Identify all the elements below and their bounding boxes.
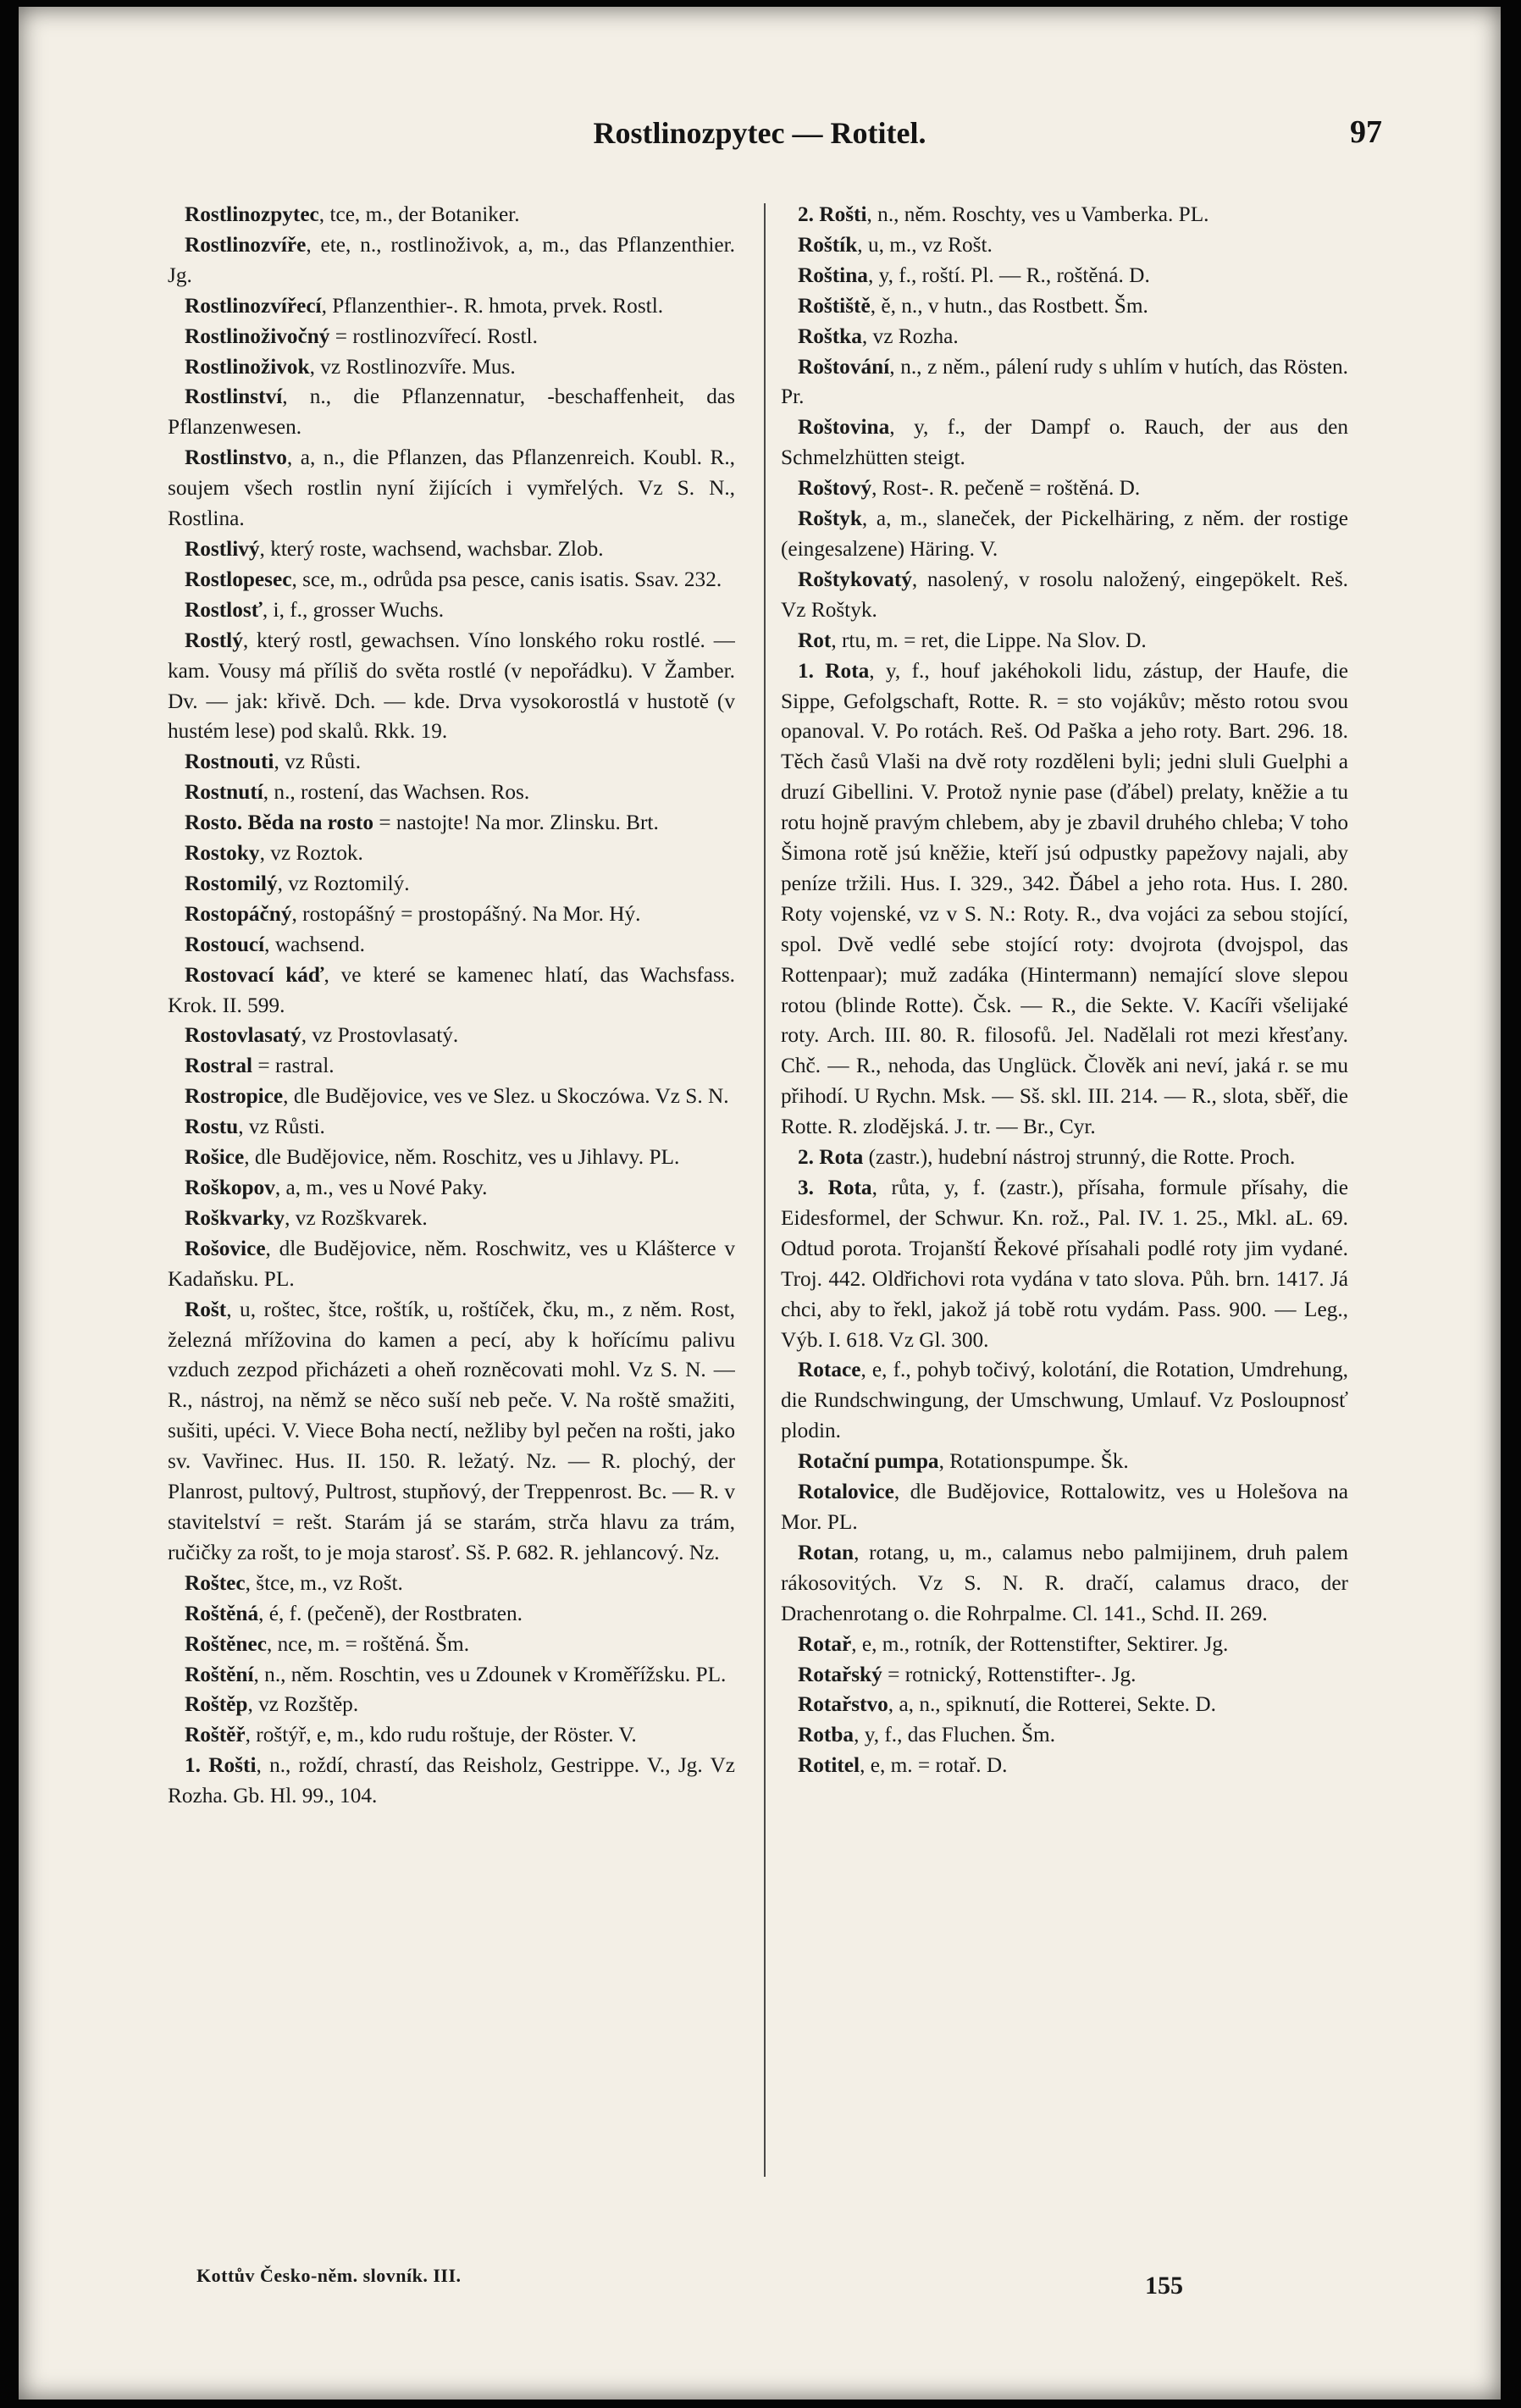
dictionary-entry: Rot, rtu, m. = ret, die Lippe. Na Slov. D.	[798, 628, 1147, 652]
headword: Rostlinozpytec	[185, 202, 319, 226]
dictionary-entry: 1. Rota, y, f., houf jakéhokoli lidu, zástup, der Haufe, die Sippe, Gefolgschaft, Rotte. R. = sto vojákův; město rotou svou opanoval. V. Po rotách. Reš. Od Paška a jeho roty. Bart. 296. 18. Těch časů Vlaši na dvě roty rozděleni byli; jedni sluli Guelphi a druzí Gibellini. V. Protož nynie pase (ďábel) prelaty, kněžie a tu rotu hojně pravým chlebem, aby je zbavil druhého chleba; V toho Šimona rotě jsú kněžie, kteří jsú odpustky papežovy najali, aby peníze tržili. Hus. I. 329., 342. Ďábel a jeho rota. Hus. I. 280. Roty vojenské, vz v S. N.: Roty. R., dva vojáci za sebou stojící, spol. Dvě vedlé sebe stojící roty: dvojrota (dvojspol, das Rottenpaar); muž zadáka (Hintermann) nemající slove slepou rotou (blinde Rotte). Čsk. — R., die Sekte. V. Kacíři všelijaké roty. Arch. III. 80. R. filosofů. Jel. Nadělali rot mezi křesťany. Chč. — R., nehoda, das Unglück. Člověk ani neví, jaká r. se mu přihodí. U Rychn. Msk. — Sš. skl. III. 214. — R., slota, sběř, die Rotte. R. zlodějská. J. tr. — Br., Cyr.	[781, 658, 1348, 1139]
headword: 2. Rošti	[798, 202, 867, 226]
running-head: Rostlinozpytec — Rotitel.	[593, 116, 926, 150]
dictionary-entry: Rotační pumpa, Rotationspumpe. Šk.	[798, 1449, 1129, 1474]
headword: Rostlinoživočný	[185, 324, 335, 348]
dictionary-entry: Rostlinstvo, a, n., die Pflanzen, das Pflanzenreich. Koubl. R., soujem všech rostlin nyní žijících i vymřelých. Vz S. N., Rostlina.	[168, 446, 735, 531]
dictionary-entry: Rostlivý, který roste, wachsend, wachsbar. Zlob.	[185, 536, 604, 561]
dictionary-entry: Rotařstvo, a, n., spiknutí, die Rotterei, Sekte. D.	[798, 1692, 1216, 1717]
headword: Rostlosť	[185, 597, 263, 622]
headword: Rostlinství	[185, 385, 283, 409]
headword: Roškopov	[185, 1176, 275, 1199]
headword: Rošt	[185, 1297, 227, 1321]
headword: Rostlý	[185, 628, 243, 652]
column-divider	[764, 203, 766, 2177]
dictionary-entry: Rostu, vz Růsti.	[185, 1115, 325, 1139]
dictionary-entry: Rotba, y, f., das Fluchen. Šm.	[798, 1723, 1056, 1747]
headword: Roštec	[185, 1570, 246, 1595]
dictionary-entry: Rostlinství, n., die Pflanzennatur, -beschaffenheit, das Pflanzenwesen.	[168, 385, 735, 440]
dictionary-entry: Rotař, e, m., rotník, der Rottenstifter, Sektirer. Jg.	[798, 1631, 1229, 1656]
dictionary-entry: Roštěp, vz Rozštěp.	[185, 1692, 359, 1717]
headword: Rotařstvo	[798, 1692, 888, 1717]
dictionary-entry: Roštiště, ě, n., v hutn., das Rostbett. Šm.	[798, 293, 1148, 318]
dictionary-entry: Rostropice, dle Budějovice, ves ve Slez. u Skoczówa. Vz S. N.	[185, 1084, 729, 1109]
headword: Roštovina	[798, 415, 890, 440]
dictionary-entry: 3. Rota, růta, y, f. (zastr.), přísaha, formule přísahy, die Eidesformel, der Schwur. Kn. rož., Pal. IV. 1. 25., Mkl. aL. 69. Odtud porota. Trojanští Řekové přísahali podlé roty jim vydané. Troj. 442. Oldřichovi rota vydána v tato slova. Půh. brn. 1417. Já chci, aby to řekl, jakož já tobě rotu vydám. Pass. 900. — Leg., Výb. I. 618. Vz Gl. 300.	[781, 1176, 1348, 1352]
headword: Rostoky	[185, 841, 260, 866]
dictionary-entry: Roštka, vz Rozha.	[798, 324, 959, 348]
headword: Roštování	[798, 354, 890, 379]
headword: Rostlinoživok	[185, 354, 310, 379]
headword: Rostnutí	[185, 780, 263, 805]
dictionary-entry: Roština, y, f., roští. Pl. — R., roštěná. D.	[798, 263, 1150, 287]
dictionary-entry: Roštykovatý, nasolený, v rosolu naložený, eingepökelt. Reš. Vz Roštyk.	[781, 567, 1348, 622]
left-column	[168, 200, 735, 2233]
right-column	[781, 200, 1348, 2233]
dictionary-entry: Rostlý, který rostl, gewachsen. Víno lonského roku rostlé. — kam. Vousy má příliš do světa rostlé (v nepořádku). V Žamber. Dv. — jak: křivě. Dch. — kde. Drva vysokorostlá v hustotě (v hustém lese) pod skalů. Rkk. 19.	[168, 628, 735, 744]
headword: Rostovací káď	[185, 962, 324, 987]
headword: Roštyk	[798, 507, 862, 531]
dictionary-entry: Rostlinoživok, vz Rostlinozvíře. Mus.	[185, 354, 516, 379]
dictionary-entry: Roškvarky, vz Rozškvarek.	[185, 1205, 428, 1230]
dictionary-entry: Rosto. Běda na rosto = nastojte! Na mor. Zlinsku. Brt.	[185, 811, 659, 835]
headword: Rotař	[798, 1631, 852, 1656]
dictionary-entry: Rostnouti, vz Růsti.	[185, 750, 362, 774]
headword: Roštěř	[185, 1723, 246, 1747]
dictionary-entry: Rostomilý, vz Roztomilý.	[185, 871, 410, 895]
headword: Roškvarky	[185, 1205, 285, 1230]
dictionary-entry: Roštování, n., z něm., pálení rudy s uhlím v hutích, das Rösten. Pr.	[781, 354, 1348, 409]
dictionary-entry: 1. Rošti, n., roždí, chrastí, das Reisholz, Gestrippe. V., Jg. Vz Rozha. Gb. Hl. 99., 104.	[168, 1753, 735, 1808]
dictionary-entry: 2. Rošti, n., něm. Roschty, ves u Vamberka. PL.	[798, 202, 1209, 226]
dictionary-entry: Rotace, e, f., pohyb točivý, kolotání, die Rotation, Umdrehung, die Rundschwingung, der Umschwung, Umlauf. Vz Posloupnosť plodin.	[781, 1358, 1348, 1443]
headword: Rostlinozvíře	[185, 232, 307, 257]
dictionary-entry: Rostnutí, n., rostení, das Wachsen. Ros.	[185, 780, 530, 805]
dictionary-entry: Roštění, n., něm. Roschtin, ves u Zdounek v Kroměřížsku. PL.	[185, 1662, 727, 1686]
headword: Rostlivý	[185, 536, 260, 561]
headword: Roština	[798, 263, 868, 287]
dictionary-entry: Rošt, u, roštec, štce, roštík, u, roštíček, čku, m., z něm. Rost, železná mřížovina do kamen a pecí, aby k hořícímu palivu vzduch zezpod přicházeti a oheň rozněcovati mohl. Vz S. N. — R., nástroj, na němž se něco suší neb peče. V. Na roště smažiti, sušiti, upéci. V. Viece Boha nectí, nežliby byl pečen na rošti, jako sv. Vavřinec. Hus. II. 150. R. ležatý. Nz. — R. plochý, der Planrost, pultový, Pultrost, stupňový, der Treppenrost. Bc. — R. v stavitelství = rešt. Starám já se starám, strča hlavu za trám, ručičky za rošt, to je moja starosť. Sš. P. 682. R. jehlancový. Nz.	[168, 1297, 735, 1564]
dictionary-entry: Rostlinozpytec, tce, m., der Botaniker.	[185, 202, 520, 226]
headword: Roštík	[798, 232, 858, 257]
headword: Rostlinozvířecí	[185, 293, 322, 318]
headword: Rostopáčný	[185, 901, 292, 926]
headword: Rošovice	[185, 1236, 266, 1260]
headword: Rotařský	[798, 1662, 888, 1686]
dictionary-entry: Rostlinozvíře, ete, n., rostlinoživok, a, m., das Pflanzenthier. Jg.	[168, 232, 735, 287]
dictionary-entry: Rostovací káď, ve které se kamenec hlatí, das Wachsfass. Krok. II. 599.	[168, 962, 735, 1017]
headword: Rotan	[798, 1540, 855, 1564]
dictionary-entry: Rotalovice, dle Budějovice, Rottalowitz, ves u Holešova na Mor. PL.	[781, 1480, 1348, 1534]
headword: Rostlopesec	[185, 567, 292, 591]
page-footer	[19, 2261, 1501, 2321]
signature-note: Kottův Česko-něm. slovník. III.	[196, 2265, 462, 2286]
dictionary-entry: 2. Rota (zastr.), hudební nástroj strunný, die Rotte. Proch.	[798, 1145, 1296, 1170]
dictionary-entry: Rostlinoživočný = rostlinozvířecí. Rostl.	[185, 324, 538, 348]
page-header	[19, 108, 1501, 159]
headword: Roštový	[798, 476, 872, 501]
headword: Rotalovice	[798, 1480, 894, 1504]
headword: Roštykovatý	[798, 567, 912, 591]
dictionary-entry: Roštěná, é, f. (pečeně), der Rostbraten.	[185, 1601, 523, 1625]
dictionary-entry: Rostlosť, i, f., grosser Wuchs.	[185, 597, 445, 622]
dictionary-entry: Rostoucí, wachsend.	[185, 932, 365, 956]
headword: Roštěnec	[185, 1631, 267, 1656]
page-number: 97	[1350, 114, 1382, 150]
headword: Roštka	[798, 324, 862, 348]
dictionary-page	[19, 7, 1501, 2400]
dictionary-entry: Rotařský = rotnický, Rottenstifter-. Jg.	[798, 1662, 1137, 1686]
sheet-number: 155	[1145, 2272, 1183, 2300]
dictionary-entry: Rotan, rotang, u, m., calamus nebo palmijinem, druh palem rákosovitých. Vz S. N. R. dračí, calamus draco, der Drachenrotang o. die Rohrpalme. Cl. 141., Schd. II. 269.	[781, 1540, 1348, 1625]
headword: 3. Rota	[798, 1176, 872, 1199]
dictionary-entry: Roštovina, y, f., der Dampf o. Rauch, der aus den Schmelzhütten steigt.	[781, 415, 1348, 470]
headword: Roštění	[185, 1662, 254, 1686]
dictionary-entry: Roškopov, a, m., ves u Nové Paky.	[185, 1176, 488, 1199]
dictionary-entry: Roštec, štce, m., vz Rošt.	[185, 1570, 403, 1595]
headword: Rostovlasatý	[185, 1023, 301, 1048]
dictionary-entry: Rostlinozvířecí, Pflanzenthier-. R. hmota, prvek. Rostl.	[185, 293, 664, 318]
headword: Rostoucí	[185, 932, 265, 956]
dictionary-entry: Rostopáčný, rostopášný = prostopášný. Na Mor. Hý.	[185, 901, 641, 926]
dictionary-entry: Roštěnec, nce, m. = roštěná. Šm.	[185, 1631, 470, 1656]
headword: Roštiště	[798, 293, 871, 318]
headword: Rostlinstvo	[185, 446, 287, 470]
dictionary-entry: Rostral = rastral.	[185, 1054, 335, 1078]
dictionary-entry: Roštík, u, m., vz Rošt.	[798, 232, 993, 257]
headword: Rostomilý	[185, 871, 278, 895]
headword: Rosto. Běda na rosto	[185, 811, 379, 835]
dictionary-entry: Roštový, Rost-. R. pečeně = roštěná. D.	[798, 476, 1141, 501]
dictionary-entry: Roštyk, a, m., slaneček, der Pickelhäring, z něm. der rostige (eingesalzene) Häring. V.	[781, 507, 1348, 561]
headword: 1. Rošti	[185, 1753, 257, 1778]
headword: Rostnouti	[185, 750, 274, 774]
headword: 2. Rota	[798, 1145, 869, 1170]
headword: Roštěná	[185, 1601, 259, 1625]
headword: Rotitel	[798, 1753, 860, 1778]
headword: Rostu	[185, 1115, 239, 1139]
headword: Roštěp	[185, 1692, 248, 1717]
headword: Rot	[798, 628, 832, 652]
headword: Rotba	[798, 1723, 855, 1747]
headword: Rostral	[185, 1054, 258, 1078]
dictionary-entry: Rošovice, dle Budějovice, něm. Roschwitz, ves u Klášterce v Kadaňsku. PL.	[168, 1236, 735, 1291]
dictionary-entry: Rostoky, vz Roztok.	[185, 841, 363, 866]
dictionary-entry: Rostlopesec, sce, m., odrůda psa pesce, canis isatis. Ssav. 232.	[185, 567, 722, 591]
headword: 1. Rota	[798, 658, 870, 683]
dictionary-entry: Rotitel, e, m. = rotař. D.	[798, 1753, 1008, 1778]
headword: Rošice	[185, 1145, 245, 1170]
dictionary-entry: Rostovlasatý, vz Prostovlasatý.	[185, 1023, 459, 1048]
headword: Rotace	[798, 1358, 861, 1382]
headword: Rostropice	[185, 1084, 284, 1109]
dictionary-entry: Rošice, dle Budějovice, něm. Roschitz, ves u Jihlavy. PL.	[185, 1145, 680, 1170]
headword: Rotační pumpa	[798, 1449, 939, 1474]
dictionary-entry: Roštěř, roštýř, e, m., kdo rudu roštuje, der Röster. V.	[185, 1723, 637, 1747]
